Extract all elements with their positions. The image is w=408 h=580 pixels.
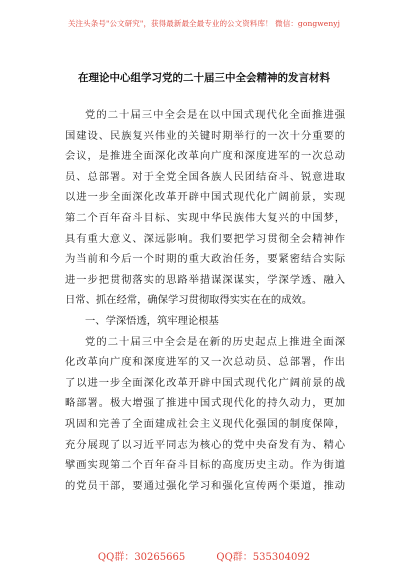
page-header-banner: 关注头条号"公文研究"，获得最新最全最专业的公文资料库！ 微信：gongwenyj <box>67 19 341 28</box>
body-line: 具有重大意义、深远影响。我们要把学习贯彻全会精神作 <box>65 232 345 245</box>
body-line: 擘画实现第二个百年奋斗目标的高度历史主动。作为街道 <box>65 459 345 472</box>
body-line: 会议，是推进全面深化改革向广度和深度进军的一次总动 <box>65 150 345 163</box>
body-line: 略部署。极大增强了推进中国式现代化的持久动力，更加 <box>65 397 345 410</box>
body-line: 为当前和今后一个时期的重大政治任务，要紧密结合实际 <box>65 253 345 266</box>
body-line: 国建设、民族复兴伟业的关键时期举行的一次十分重要的 <box>65 129 345 142</box>
body-line: 充分展现了以习近平同志为核心的党中央奋发有为、精心 <box>65 438 345 451</box>
document-title: 在理论中心组学习党的二十届三中全会精神的发言材料 <box>78 72 330 84</box>
body-line: 党的二十届三中全会是在以中国式现代化全面推进强 <box>85 109 345 121</box>
page-footer <box>0 548 408 563</box>
body-line: 化改革向广度和深度进军的又一次总动员、总部署，作出 <box>65 356 345 369</box>
body-line: 以进一步全面深化改革开辟中国式现代化广阔前景，实现 <box>65 191 345 204</box>
body-line: 第二个百年奋斗目标、实现中华民族伟大复兴的中国梦， <box>65 211 345 224</box>
body-line: 的党员干部，要通过强化学习和强化宣传两个渠道，推动 <box>65 479 345 492</box>
body-line: 了以进一步全面深化改革开辟中国式现代化广阔前景的战 <box>65 376 345 389</box>
qq-group-1: QQ群：30265665 <box>97 552 186 563</box>
body-line: 党的二十届三中全会是在新的历史起点上推进全面深 <box>85 335 345 348</box>
body-line: 日常、抓在经常，确保学习贯彻取得实实在在的成效。 <box>65 294 313 307</box>
body-line: 巩固和完善了全面建成社会主义现代化强国的制度保障， <box>65 417 345 430</box>
section-heading: 一、学深悟透，筑牢理论根基 <box>85 314 219 327</box>
body-line: 进一步把贯彻落实的思路举措谋深谋实，学深学透、融入 <box>65 273 345 286</box>
qq-group-2: QQ群：535304092 <box>216 552 311 563</box>
body-line: 员、总部署。对于全党全国各族人民团结奋斗、锐意进取 <box>65 170 345 183</box>
document-body <box>65 105 345 496</box>
